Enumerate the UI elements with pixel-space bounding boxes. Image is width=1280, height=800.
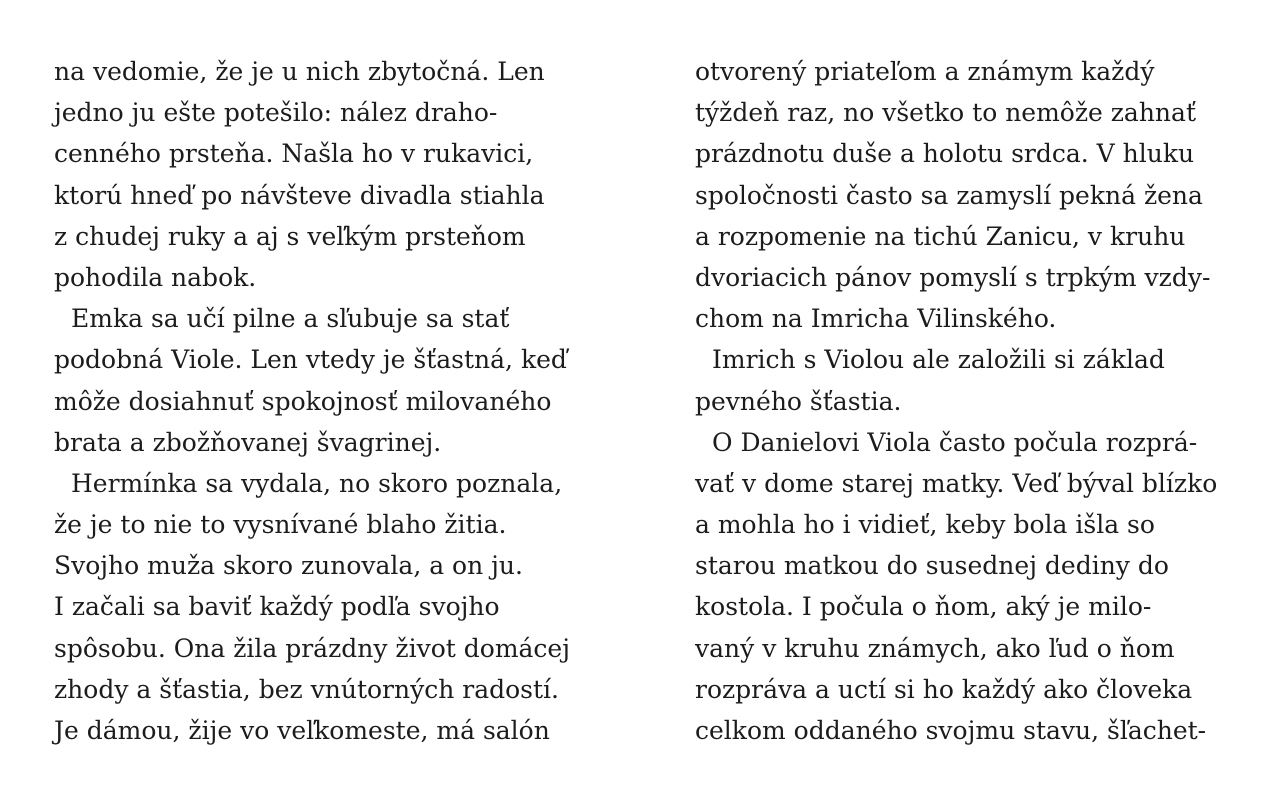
- right-page: [695, 51, 1255, 751]
- text-line: na vedomie, že je u nich zbytočná. Len: [54, 57, 545, 86]
- text-line: cenného prsteňa. Našla ho v rukavici,: [54, 139, 534, 169]
- text-line: otvorený priateľom a známym každý: [695, 57, 1155, 86]
- text-line: starou matkou do susednej dediny do: [695, 551, 1169, 581]
- text-line: dvoriacich pánov pomyslí s trpkým vzdy-: [695, 262, 1211, 292]
- text-line: podobná Viole. Len vtedy je šťastná, keď: [54, 345, 567, 375]
- text-line: jedno ju ešte potešilo: nález draho-: [54, 98, 498, 128]
- text-line: Je dámou, žije vo veľkomeste, má salón: [54, 716, 550, 745]
- text-line: že je to nie to vysnívané blaho žitia.: [54, 510, 507, 540]
- text-line: pohodila nabok.: [54, 262, 257, 292]
- text-line: spôsobu. Ona žila prázdny život domácej: [54, 633, 570, 663]
- text-line: brata a zbožňovanej švagrinej.: [54, 427, 442, 457]
- text-line: a mohla ho i vidieť, keby bola išla so: [695, 510, 1155, 540]
- text-line: týždeň raz, no všetko to nemôže zahnať: [695, 98, 1196, 128]
- text-line: vať v dome starej matky. Veď býval blízko: [695, 468, 1218, 498]
- text-line: z chudej ruky a aj s veľkým prsteňom: [54, 221, 526, 251]
- text-line: celkom oddaného svojmu stavu, šľachet-: [695, 716, 1207, 745]
- text-line: zhody a šťastia, bez vnútorných radostí.: [54, 674, 559, 704]
- text-line: a rozpomenie na tichú Zanicu, v kruhu: [695, 221, 1186, 251]
- text-line: chom na Imricha Vilinského.: [695, 304, 1057, 334]
- text-line: prázdnotu duše a holotu srdca. V hluku: [695, 139, 1195, 169]
- left-page: [54, 51, 614, 751]
- text-line: pevného šťastia.: [695, 386, 902, 416]
- text-line: kostola. I počula o ňom, aký je milo-: [695, 592, 1152, 622]
- text-line: ktorú hneď po návšteve divadla stiahla: [54, 180, 545, 210]
- text-line: rozpráva a uctí si ho každý ako človeka: [695, 674, 1193, 704]
- text-line: Svojho muža skoro zunovala, a on ju.: [54, 551, 523, 581]
- text-line: I začali sa baviť každý podľa svojho: [54, 592, 500, 622]
- paragraph-first-line: Imrich s Violou ale založili si základ: [712, 345, 1165, 375]
- paragraph-first-line: O Danielovi Viola často počula rozprá-: [712, 427, 1198, 457]
- text-line: môže dosiahnuť spokojnosť milovaného: [54, 386, 552, 416]
- paragraph-first-line: Hermínka sa vydala, no skoro poznala,: [71, 468, 563, 498]
- text-line: vaný v kruhu známych, ako ľud o ňom: [695, 633, 1175, 663]
- paragraph-first-line: Emka sa učí pilne a sľubuje sa stať: [71, 304, 510, 334]
- text-line: spoločnosti často sa zamyslí pekná žena: [695, 180, 1203, 210]
